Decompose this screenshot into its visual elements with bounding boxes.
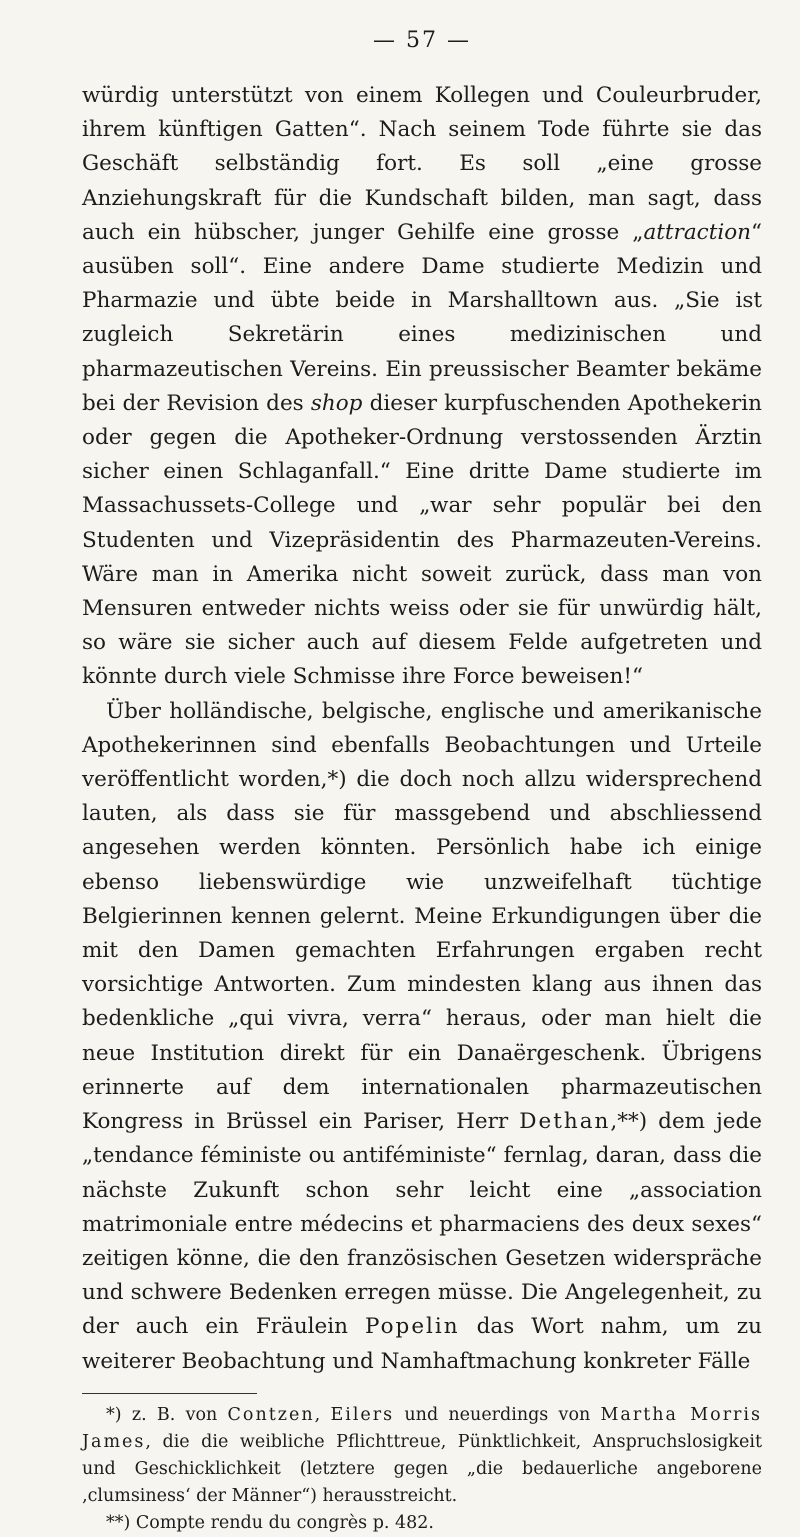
main-text bbox=[82, 79, 762, 1379]
text-run: Über holländische, belgische, englische und amerikanische Apothekerinnen sind ebenfalls Beobachtungen und Urteile veröffentlicht worden,*) die doch noch allzu widersprechend lauten, als dass sie für massgebend und abschliessend angesehen werden könnten. Persönlich habe ich einige ebenso liebenswürdige wie unzweifelhaft tüchtige Belgierinnen kennen gelernt. Meine Erkundigungen über die mit den Damen gemachten Erfahrungen ergaben recht vorsichtige Antworten. Zum mindesten klang aus ihnen das bedenkliche „qui vivra, verra“ heraus, oder man hielt die neue Institution direkt für ein Danaërgeschenk. Übrigens erinnerte auf dem internationalen pharmazeutischen Kongress in Brüssel ein Pariser, Herr bbox=[82, 698, 762, 1135]
footnote bbox=[82, 1402, 762, 1510]
text-run: *) z. B. von bbox=[106, 1404, 228, 1425]
paragraph bbox=[82, 695, 762, 1379]
text-run: würdig unterstützt von einem Kollegen und Couleurbruder, ihrem künftigen Gatten“. Nach seinem Tode führte sie das Geschäft selbständig fort. Es soll „eine grosse Anziehungskraft für die Kundschaft bilden, man sagt, dass auch ein hübscher, junger Gehilfe eine grosse „ bbox=[82, 83, 762, 245]
footnote: **) Compte rendu du congrès p. 482. bbox=[106, 1512, 434, 1533]
text-run: , die die weibliche Pflichttreue, Pünktlichkeit, Anspruchslosigkeit und Geschicklichkeit (letztere gegen „die bedauerliche angeborene ‚clumsiness‘ der Männer“) herausstreicht. bbox=[82, 1431, 762, 1506]
text-run: das Wort nahm, um zu weiterer Beobachtung und Namhaftmachung konkreter Fälle bbox=[82, 1314, 762, 1374]
person-name: Contzen bbox=[227, 1404, 315, 1425]
italic-term: shop bbox=[310, 390, 363, 416]
footnote-divider bbox=[82, 1393, 257, 1394]
text-run: ,**) dem jede „tendance féministe ou antiféministe“ fernlag, daran, dass die nächste Zukunft schon sehr leicht eine „association matrimoniale entre médecins et pharmaciens des deux sexes“ zeitigen könne, die den französischen Gesetzen widerspräche und schwere Bedenken erregen müsse. Die Angelegenheit, zu der auch ein Fräulein bbox=[82, 1109, 762, 1340]
person-name: Dethan bbox=[519, 1109, 611, 1135]
text-run: “ ausüben soll“. Eine andere Dame studierte Medizin und Pharmazie und übte beide in Marshalltown aus. „Sie ist zugleich Sekretärin eines medizinischen und pharmazeutischen Vereins. Ein preussischer Beamter bekäme bei der Revision des bbox=[82, 219, 762, 416]
paragraph bbox=[82, 79, 762, 695]
footnotes bbox=[82, 1402, 762, 1537]
text-run: , bbox=[314, 1404, 331, 1425]
text-run: und neuerdings von bbox=[394, 1404, 601, 1425]
person-name: Eilers bbox=[330, 1404, 395, 1425]
text-run: dieser kurpfuschenden Apothekerin oder gegen die Apotheker-Ordnung verstossenden Ärztin sicher einen Schlaganfall.“ Eine dritte Dame studierte im Massachussets-College und „war sehr populär bei den Studenten und Vizepräsidentin des Pharmazeuten-Vereins. Wäre man in Amerika nicht soweit zurück, dass man von Mensuren entweder nichts weiss oder sie für unwürdig hält, so wäre sie sicher auch auf diesem Felde aufgetreten und könnte durch viele Schmisse ihre Force beweisen!“ bbox=[82, 390, 762, 690]
page-number: — 57 — bbox=[373, 28, 471, 53]
italic-term: attraction bbox=[643, 219, 751, 245]
person-name: Martha Morris James bbox=[82, 1404, 762, 1452]
person-name: Popelin bbox=[365, 1314, 460, 1340]
